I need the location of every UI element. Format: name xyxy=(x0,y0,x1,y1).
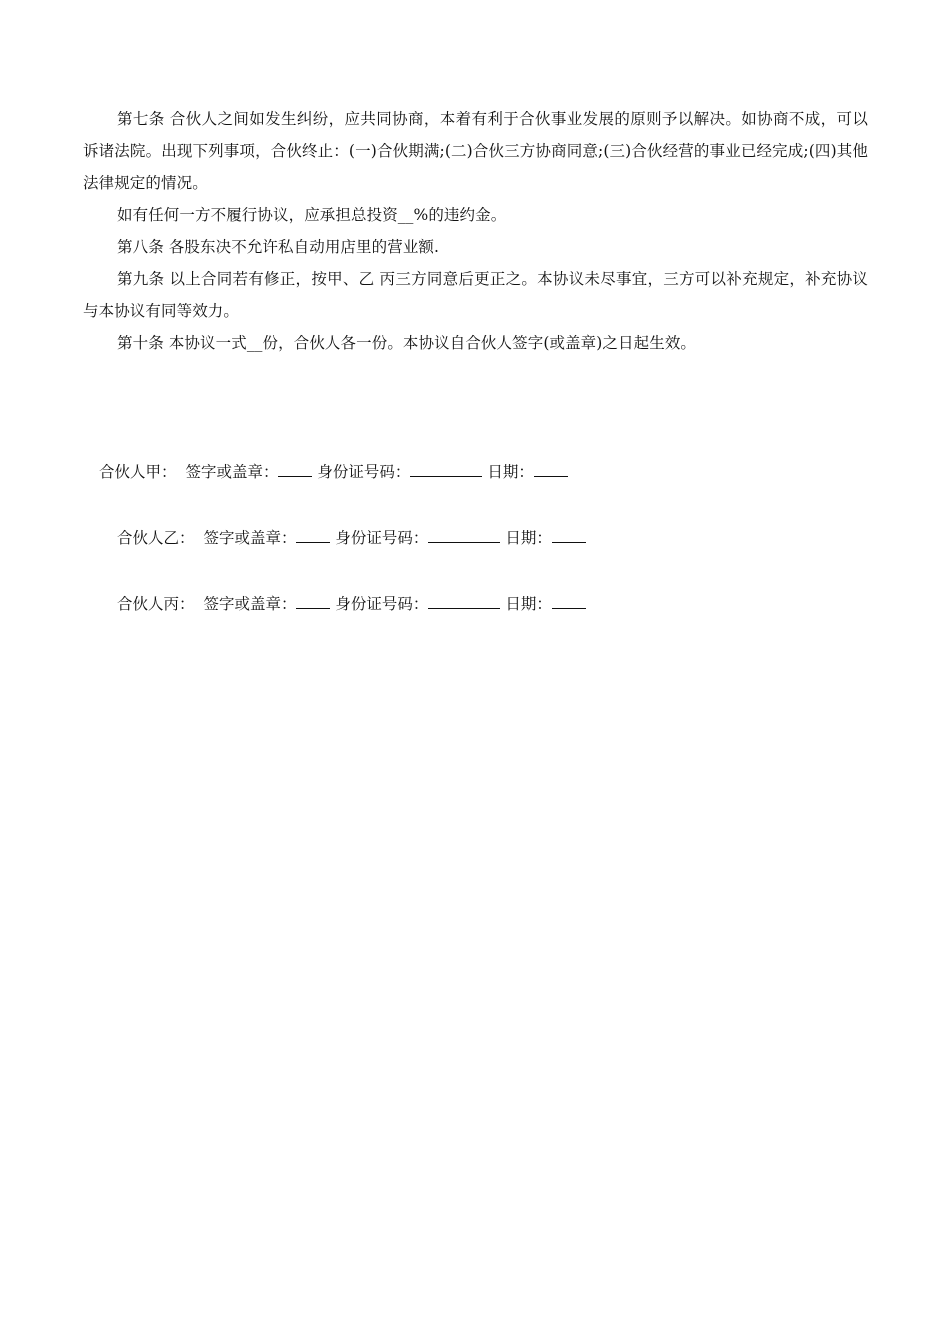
date-blank[interactable] xyxy=(552,528,586,543)
sign-label: 签字或盖章： xyxy=(203,595,297,613)
id-label: 身份证号码： xyxy=(335,595,429,613)
article-10-paragraph: 第十条 本协议一式__份，合伙人各一份。本协议自合伙人签字(或盖章)之日起生效。 xyxy=(117,334,697,352)
id-label: 身份证号码： xyxy=(335,529,429,547)
penalty-paragraph: 如有任何一方不履行协议，应承担总投资__%的违约金。 xyxy=(117,206,507,224)
signature-blank[interactable] xyxy=(278,462,312,477)
party-label: 合伙人甲： xyxy=(99,463,177,481)
signature-line-party-a xyxy=(99,460,568,484)
date-label: 日期： xyxy=(505,529,552,547)
document-body xyxy=(83,103,868,359)
signature-line-party-b xyxy=(117,526,586,550)
party-label: 合伙人丙： xyxy=(117,595,195,613)
date-label: 日期： xyxy=(505,595,552,613)
id-number-blank[interactable] xyxy=(428,528,500,543)
id-label: 身份证号码： xyxy=(317,463,411,481)
party-label: 合伙人乙： xyxy=(117,529,195,547)
sign-label: 签字或盖章： xyxy=(185,463,279,481)
id-number-blank[interactable] xyxy=(428,594,500,609)
sign-label: 签字或盖章： xyxy=(203,529,297,547)
signature-blank[interactable] xyxy=(296,594,330,609)
article-8-paragraph: 第八条 各股东决不允许私自动用店里的营业额. xyxy=(117,238,440,256)
article-9-paragraph: 第九条 以上合同若有修正，按甲、乙 丙三方同意后更正之。本协议未尽事宜，三方可以补充规定，补充协议与本协议有同等效力。 xyxy=(83,270,868,320)
article-7-paragraph: 第七条 合伙人之间如发生纠纷，应共同协商，本着有利于合伙事业发展的原则予以解决。如协商不成，可以诉诸法院。出现下列事项，合伙终止：(一)合伙期满;(二)合伙三方协商同意;(三)合伙经营的事业已经完成;(四)其他法律规定的情况。 xyxy=(83,110,868,192)
id-number-blank[interactable] xyxy=(410,462,482,477)
signature-blank[interactable] xyxy=(296,528,330,543)
signature-line-party-c xyxy=(117,592,586,616)
date-blank[interactable] xyxy=(552,594,586,609)
date-blank[interactable] xyxy=(534,462,568,477)
date-label: 日期： xyxy=(487,463,534,481)
